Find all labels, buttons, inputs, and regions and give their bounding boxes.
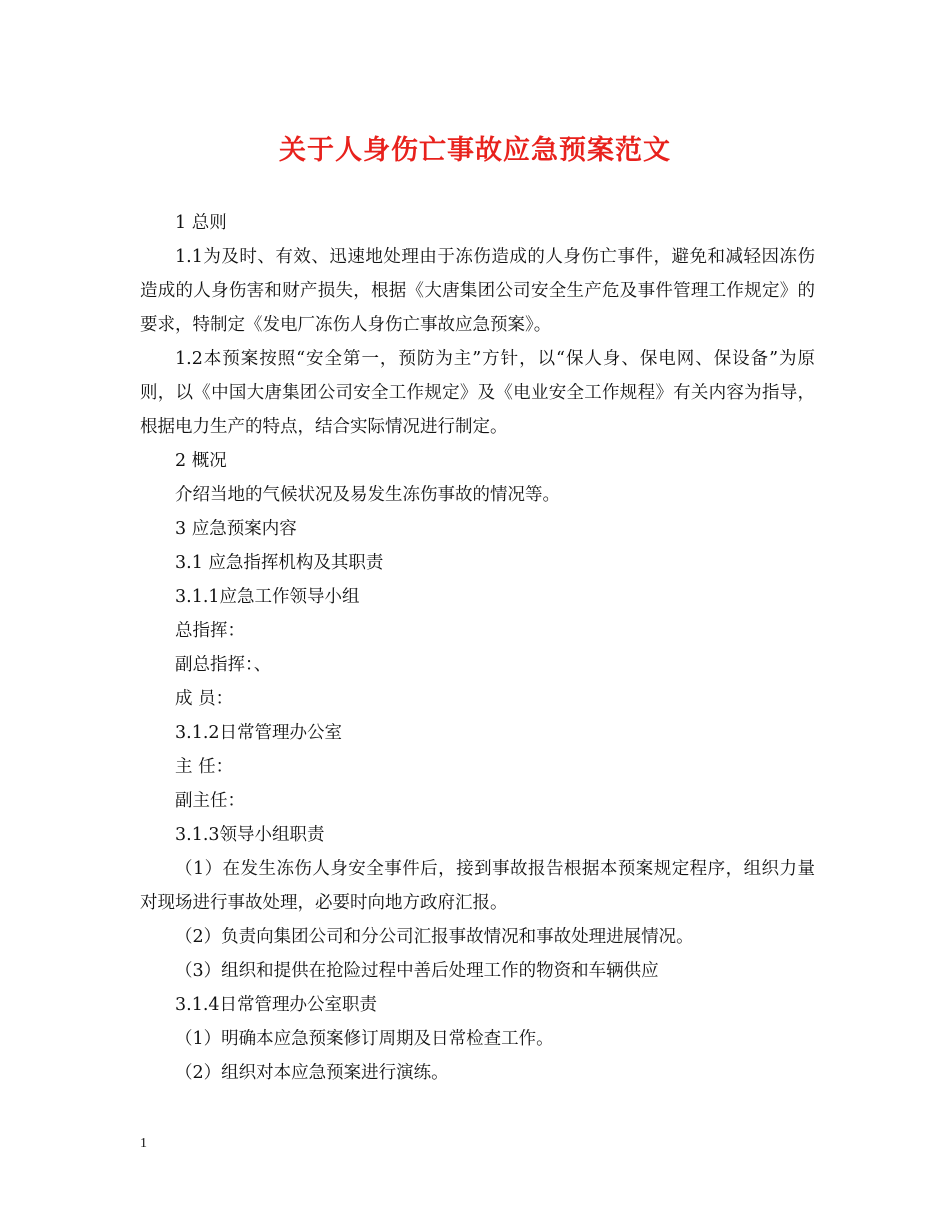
document-title: 关于人身伤亡事故应急预案范文	[279, 135, 671, 166]
paragraph: 主 任：	[175, 757, 234, 777]
paragraph: 副主任：	[175, 791, 245, 811]
paragraph: （3）组织和提供在抢险过程中善后处理工作的物资和车辆供应	[175, 961, 659, 981]
paragraph: 总指挥：	[175, 621, 245, 641]
page-number: 1	[140, 1136, 147, 1151]
paragraph: （1）在发生冻伤人身安全事件后，接到事故报告根据本预案规定程序，组织力量对现场进行事故处理，必要时向地方政府汇报。	[140, 859, 815, 913]
paragraph: （1）明确本应急预案修订周期及日常检查工作。	[175, 1029, 554, 1049]
paragraph: 副总指挥：、	[175, 655, 272, 675]
paragraph: 3.1.3领导小组职责	[175, 825, 325, 845]
paragraph: 成 员：	[175, 689, 234, 709]
paragraph: 介绍当地的气候状况及易发生冻伤事故的情况等。	[175, 485, 560, 505]
paragraph: 1.2本预案按照“安全第一，预防为主”方针，以“保人身、保电网、保设备”为原则，以《中国大唐集团公司安全工作规定》及《电业安全工作规程》有关内容为指导，根据电力生产的特点，结合实际情况进行制定。	[140, 349, 815, 437]
paragraph: 1 总则	[175, 213, 227, 233]
paragraph: 1.1为及时、有效、迅速地处理由于冻伤造成的人身伤亡事件，避免和减轻因冻伤造成的人身伤害和财产损失，根据《大唐集团公司安全生产危及事件管理工作规定》的要求，特制定《发电厂冻伤人身伤亡事故应急预案》。	[140, 247, 815, 335]
paragraph: 3.1.1应急工作领导小组	[175, 587, 360, 607]
paragraph: 3.1.4日常管理办公室职责	[175, 995, 378, 1015]
document-body	[140, 206, 815, 1090]
paragraph: 3.1.2日常管理办公室	[175, 723, 343, 743]
paragraph: （2）组织对本应急预案进行演练。	[175, 1063, 449, 1083]
paragraph: 3.1 应急指挥机构及其职责	[175, 553, 384, 573]
paragraph: 3 应急预案内容	[175, 519, 297, 539]
paragraph: （2）负责向集团公司和分公司汇报事故情况和事故处理进展情况。	[175, 927, 694, 947]
paragraph: 2 概况	[175, 451, 227, 471]
